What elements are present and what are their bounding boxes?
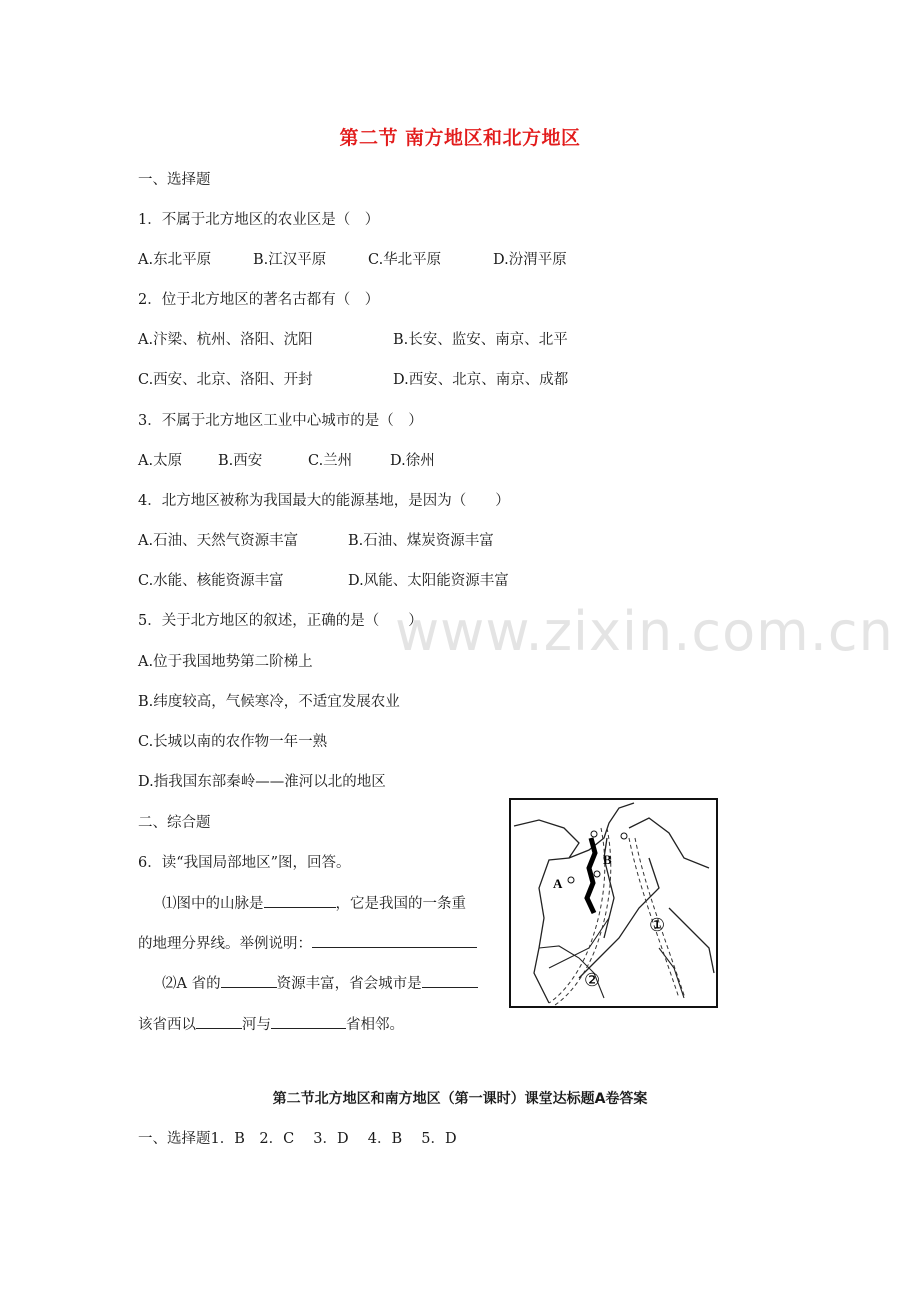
q6-part2-text-a: ⑵A 省的 xyxy=(162,976,221,992)
q6-part1-line2 xyxy=(138,933,477,954)
example-answer-blank[interactable] xyxy=(312,933,477,948)
q6-part1-text-b: ，它是我国的一条重 xyxy=(335,896,466,912)
q4-option-a: A.石油、天然气资源丰富 xyxy=(138,533,299,549)
map-label-a: A xyxy=(553,876,563,891)
answer-key-line: 一、选择题1．B 2．C 3．D 4．B 5．D xyxy=(138,1131,457,1147)
q3-option-c: C.兰州 xyxy=(308,453,353,469)
q4-option-c: C.水能、核能资源丰富 xyxy=(138,573,284,589)
q6-part1-text-a: ⑴图中的山脉是 xyxy=(162,896,264,912)
q5-option-c: C.长城以南的农作物一年一熟 xyxy=(138,734,328,750)
page-title: 第二节 南方地区和北方地区 xyxy=(339,127,581,149)
q4-option-b: B.石油、煤炭资源丰富 xyxy=(348,533,494,549)
q1-option-b: B.江汉平原 xyxy=(253,252,327,268)
map-label-b: B xyxy=(603,852,612,867)
mountain-answer-blank[interactable] xyxy=(264,893,336,908)
q6-part2-text-b: 资源丰富，省会城市是 xyxy=(276,976,422,992)
q6-stem: 6．读“我国局部地区”图，回答。 xyxy=(138,855,351,871)
q1-option-a: A.东北平原 xyxy=(138,252,212,268)
q2-stem: 2．位于北方地区的著名古都有（ ） xyxy=(138,292,380,308)
q6-part3-text-a: 该省西以 xyxy=(138,1017,196,1033)
q6-part3-text-b: 河与 xyxy=(242,1017,271,1033)
map-label-1: ① xyxy=(649,915,666,936)
q2-option-a: A.汴梁、杭州、洛阳、沈阳 xyxy=(138,332,313,348)
province-answer-blank[interactable] xyxy=(271,1014,346,1029)
q3-stem: 3．不属于北方地区工业中心城市的是（ ） xyxy=(138,413,423,429)
q5-stem: 5．关于北方地区的叙述，正确的是（ ） xyxy=(138,613,423,629)
q2-option-d: D.西安、北京、南京、成都 xyxy=(393,372,569,388)
section-choice-heading: 一、选择题 xyxy=(138,172,211,188)
q5-option-b: B.纬度较高，气候寒冷，不适宜发展农业 xyxy=(138,694,400,710)
q6-part1-line1 xyxy=(162,893,466,914)
q1-option-d: D.汾渭平原 xyxy=(493,252,567,268)
q6-part2-line2 xyxy=(138,1014,404,1035)
q1-stem: 1．不属于北方地区的农业区是（ ） xyxy=(138,212,380,228)
q5-option-a: A.位于我国地势第二阶梯上 xyxy=(138,654,313,670)
q3-option-b: B.西安 xyxy=(218,453,263,469)
q2-option-b: B.长安、监安、南京、北平 xyxy=(393,332,568,348)
answer-key-title: 第二节北方地区和南方地区（第一课时）课堂达标题A卷答案 xyxy=(272,1091,648,1107)
q2-option-c: C.西安、北京、洛阳、开封 xyxy=(138,372,313,388)
q6-part2-line1 xyxy=(162,973,478,994)
capital-answer-blank[interactable] xyxy=(422,973,478,988)
resource-answer-blank[interactable] xyxy=(221,973,277,988)
watermark: www.zixin.com.cn xyxy=(395,600,894,663)
section-comprehensive-heading: 二、综合题 xyxy=(138,815,211,831)
q3-option-d: D.徐州 xyxy=(390,453,435,469)
q5-option-d: D.指我国东部秦岭——淮河以北的地区 xyxy=(138,774,386,790)
q3-option-a: A.太原 xyxy=(138,453,183,469)
q4-stem: 4．北方地区被称为我国最大的能源基地，是因为（ ） xyxy=(138,493,510,509)
q6-part3-text-c: 省相邻。 xyxy=(346,1017,404,1033)
river-answer-blank[interactable] xyxy=(196,1014,242,1029)
regional-map-figure xyxy=(509,798,718,1008)
q4-option-d: D.风能、太阳能资源丰富 xyxy=(348,573,509,589)
map-label-2: ② xyxy=(584,970,601,991)
q6-part1-text-c: 的地理分界线。举例说明： xyxy=(138,936,312,952)
q1-option-c: C.华北平原 xyxy=(368,252,442,268)
